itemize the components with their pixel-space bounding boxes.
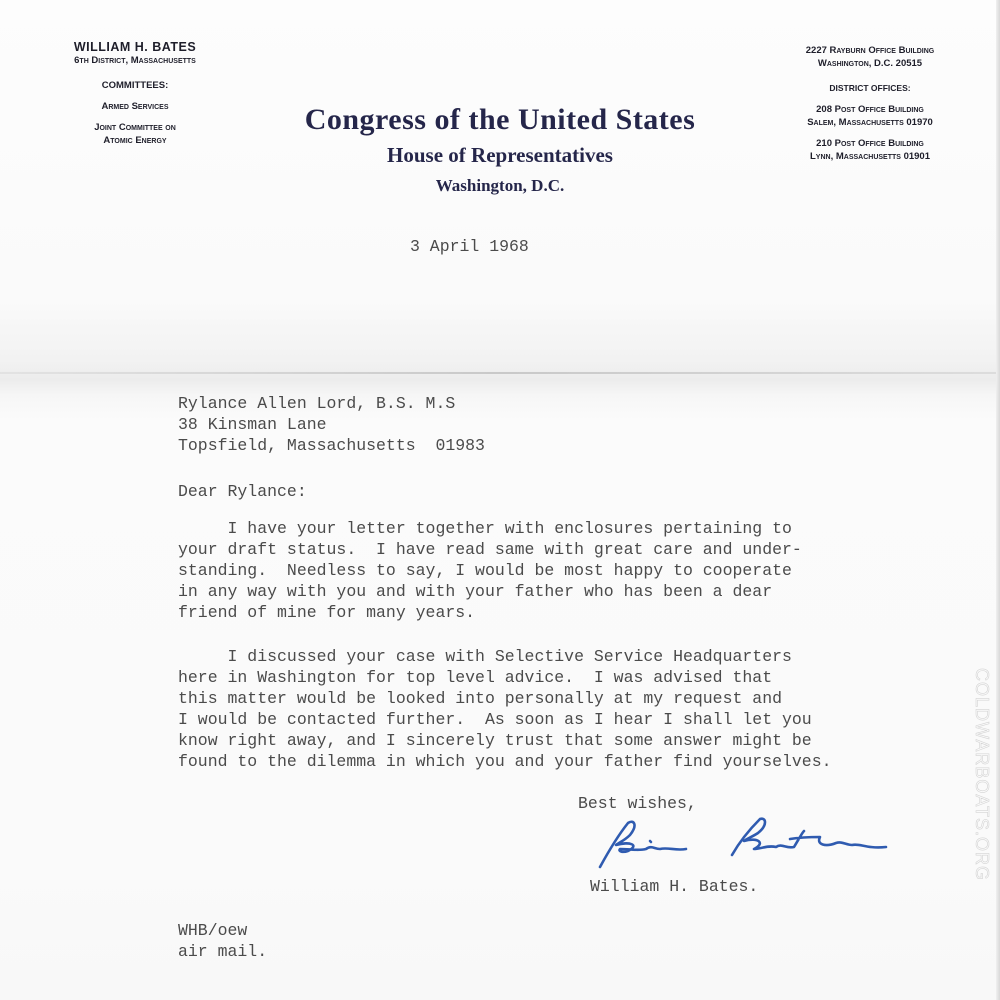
letter-date: 3 April 1968 bbox=[410, 237, 529, 256]
paragraph-line: found to the dilemma in which you and your father find yourselves. bbox=[178, 752, 832, 771]
congressman-name: WILLIAM H. BATES bbox=[73, 40, 197, 54]
delivery-note: air mail. bbox=[178, 942, 268, 961]
paragraph-1 bbox=[178, 518, 802, 623]
letterhead-left bbox=[40, 40, 230, 147]
committees-heading: COMMITTEES: bbox=[101, 80, 169, 91]
masthead bbox=[280, 100, 720, 200]
salutation: Dear Rylance: bbox=[178, 482, 307, 501]
reference-initials: WHB/oew bbox=[178, 921, 248, 940]
signer-name: William H. Bates. bbox=[590, 877, 759, 896]
paragraph-line: I have your letter together with enclosures pertaining to bbox=[178, 519, 792, 538]
signature-strokes bbox=[600, 819, 886, 867]
paragraph-2 bbox=[178, 646, 832, 772]
paragraph-line: friend of mine for many years. bbox=[178, 603, 476, 622]
recipient-name: Rylance Allen Lord, B.S. M.S bbox=[178, 394, 456, 413]
recipient-address bbox=[178, 393, 485, 456]
handwritten-signature bbox=[590, 815, 910, 875]
dc-office-line1: 2227 Rayburn Office Building bbox=[805, 45, 935, 56]
paragraph-line: know right away, and I sincerely trust that some answer might be bbox=[178, 731, 812, 750]
paragraph-line: this matter would be looked into personally at my request and bbox=[178, 689, 782, 708]
committee-atomic-energy: Atomic Energy bbox=[103, 135, 167, 146]
lynn-office-line1: 210 Post Office Building bbox=[816, 138, 924, 149]
letterhead-right bbox=[770, 44, 970, 163]
paragraph-line: in any way with you and with your father who has been a dear bbox=[178, 582, 773, 601]
dc-office-line2: Washington, D.C. 20515 bbox=[817, 58, 923, 69]
paragraph-line: your draft status. I have read same with great care and under- bbox=[178, 540, 802, 559]
masthead-location: Washington, D.C. bbox=[435, 176, 565, 195]
paragraph-line: here in Washington for top level advice. I was advised that bbox=[178, 668, 773, 687]
recipient-city: Topsfield, Massachusetts 01983 bbox=[178, 436, 485, 455]
watermark: COLDWARBOATS.ORG bbox=[972, 668, 992, 882]
masthead-subtitle: House of Representatives bbox=[387, 143, 613, 167]
paragraph-line: I discussed your case with Selective Service Headquarters bbox=[178, 647, 792, 666]
paper-edge bbox=[996, 0, 1000, 1000]
fold-crease bbox=[0, 372, 1000, 374]
district: 6th District, Massachusetts bbox=[74, 55, 196, 66]
paragraph-line: I would be contacted further. As soon as I hear I shall let you bbox=[178, 710, 812, 729]
reference-block bbox=[178, 920, 267, 962]
salem-office-line2: Salem, Massachusetts 01970 bbox=[807, 117, 933, 128]
masthead-title: Congress of the United States bbox=[304, 103, 696, 136]
closing: Best wishes, bbox=[578, 794, 697, 813]
committee-joint: Joint Committee on bbox=[94, 122, 176, 133]
committee-armed-services: Armed Services bbox=[101, 101, 169, 112]
paragraph-line: standing. Needless to say, I would be most happy to cooperate bbox=[178, 561, 792, 580]
salem-office-line1: 208 Post Office Building bbox=[816, 104, 924, 115]
district-offices-heading: DISTRICT OFFICES: bbox=[829, 83, 911, 93]
lynn-office-line2: Lynn, Massachusetts 01901 bbox=[809, 151, 930, 162]
recipient-street: 38 Kinsman Lane bbox=[178, 415, 327, 434]
